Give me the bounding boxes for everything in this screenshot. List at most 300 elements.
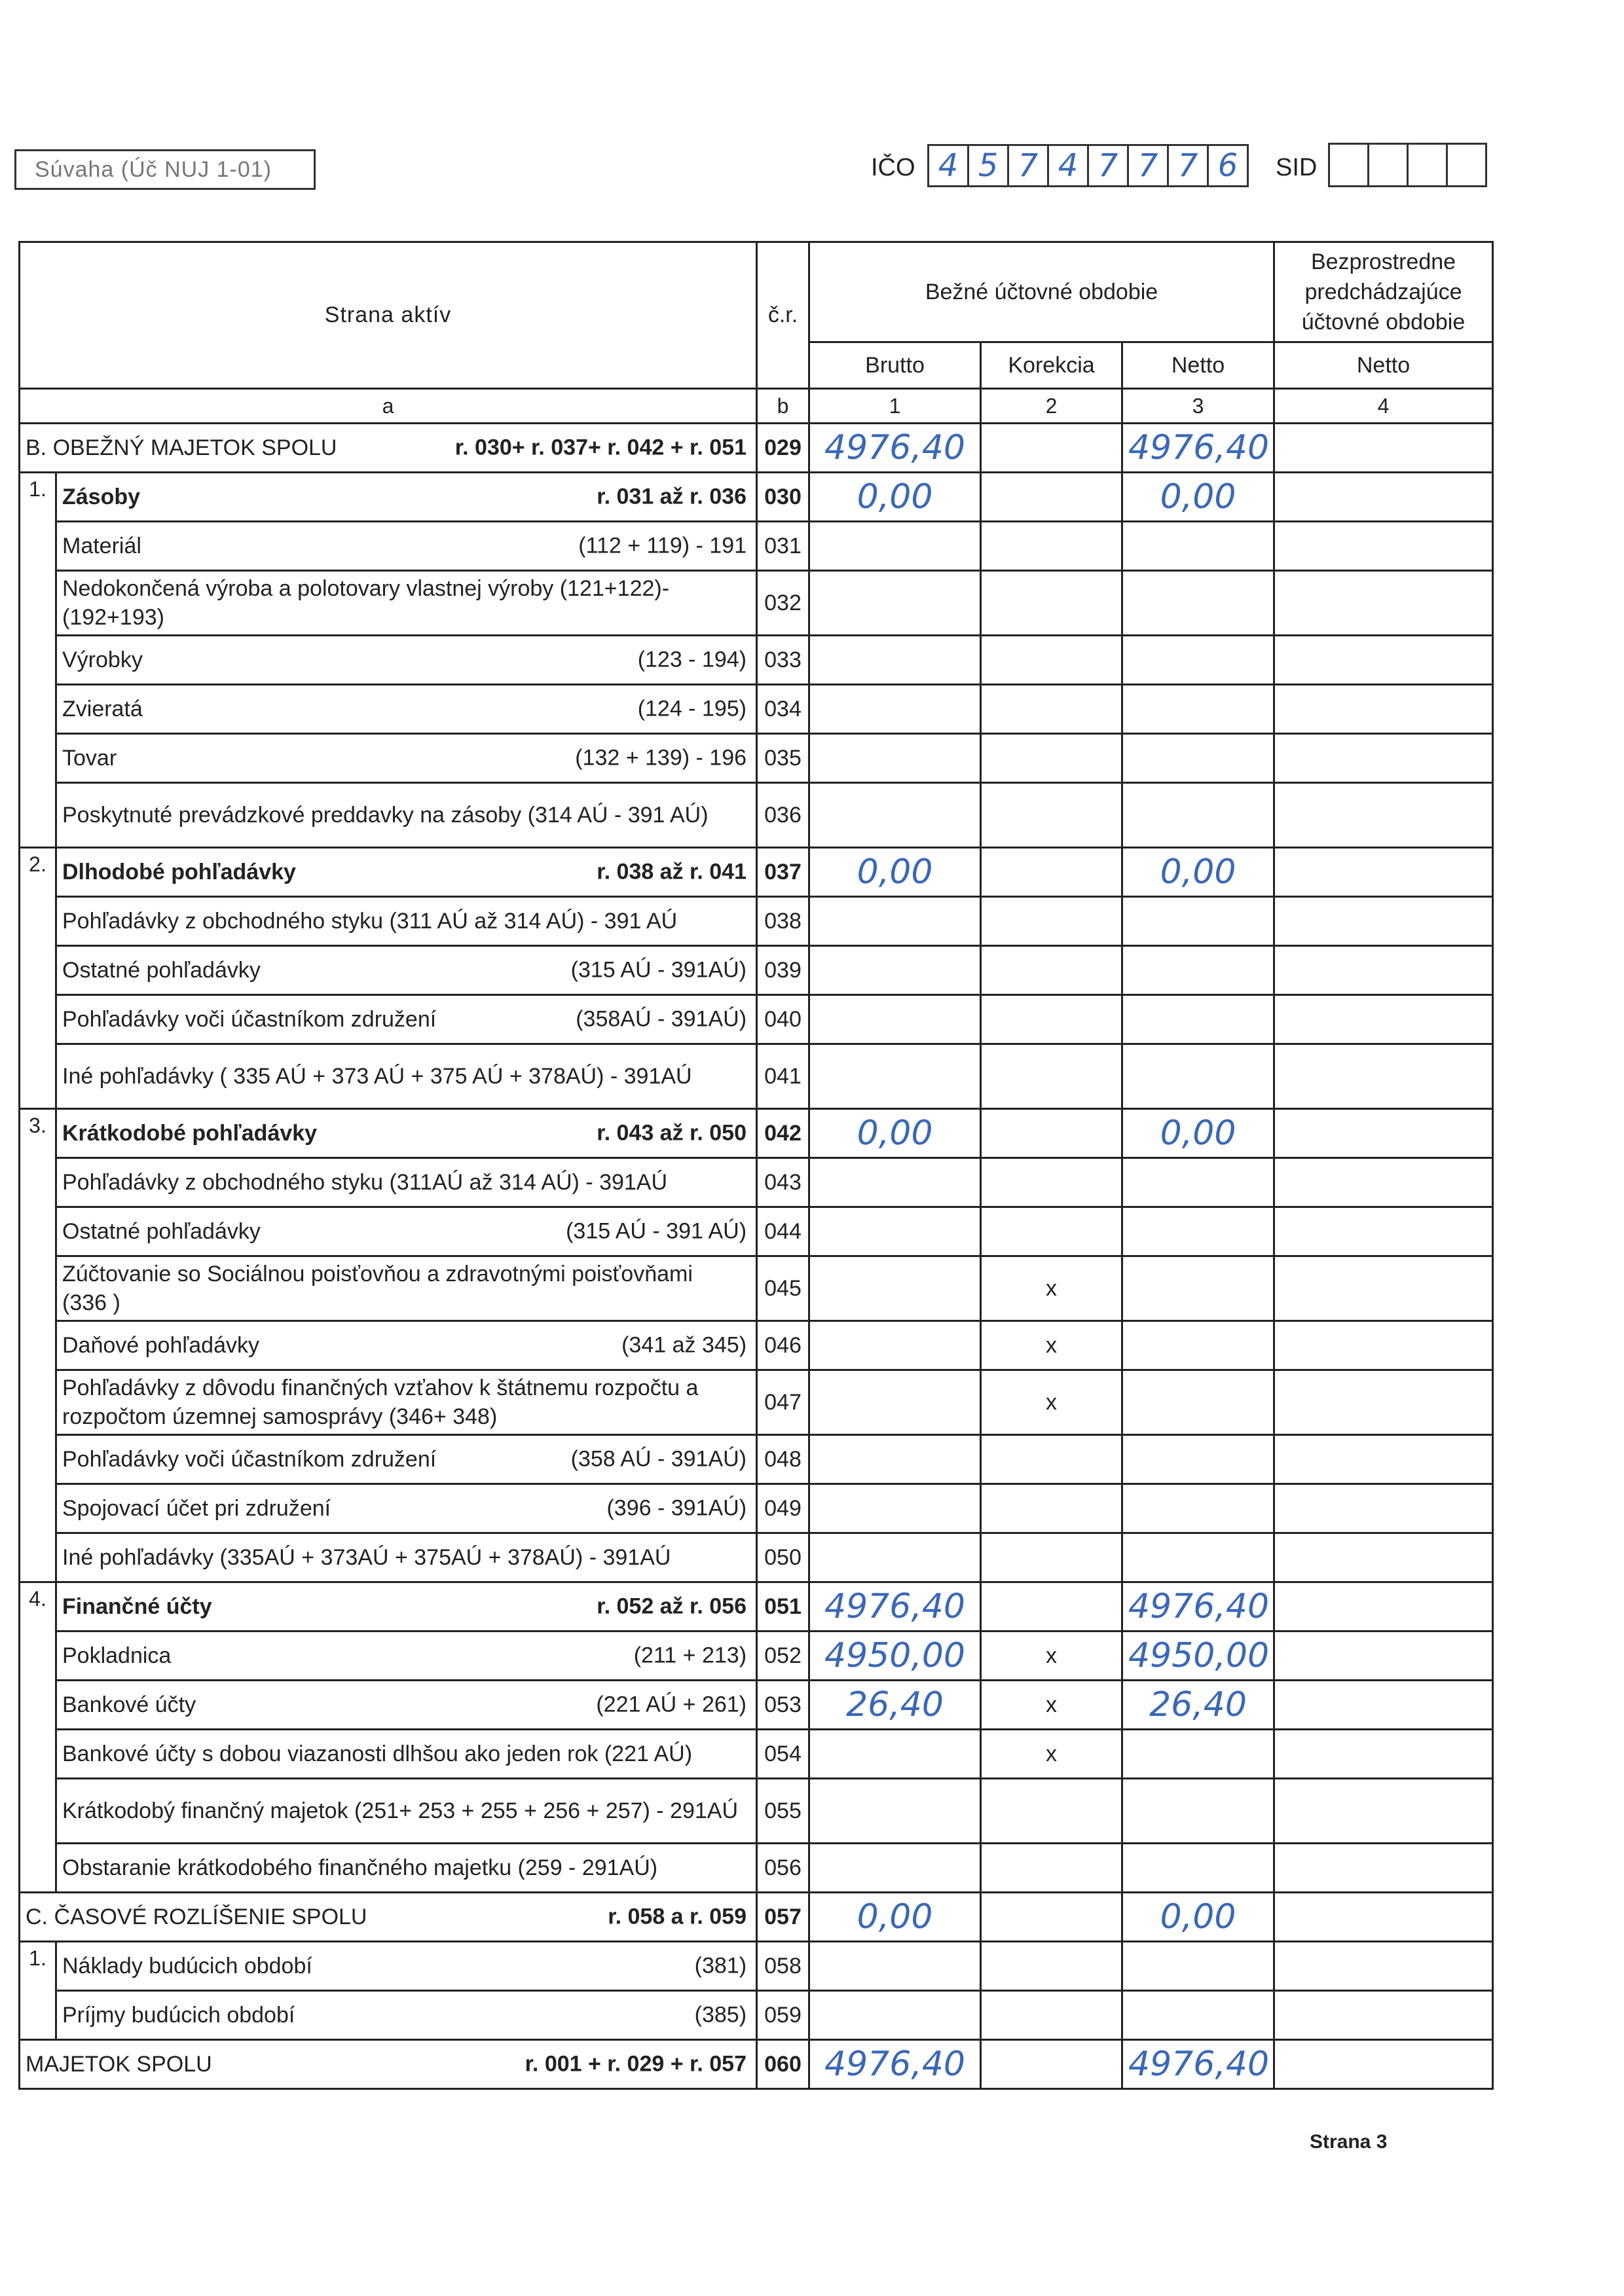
netto-prev-cell xyxy=(1274,1779,1493,1844)
row-label xyxy=(56,995,757,1044)
table-row xyxy=(20,1256,1493,1321)
brutto-cell: 4976,40 xyxy=(809,1582,981,1631)
row-label xyxy=(56,1779,757,1844)
korekcia-cell xyxy=(981,897,1122,946)
row-account-codes: r. 030+ r. 037+ r. 042 + r. 051 xyxy=(454,435,747,460)
netto-prev-cell xyxy=(1274,897,1493,946)
korekcia-cell xyxy=(981,946,1122,995)
korekcia-cell xyxy=(981,1991,1122,2040)
table-row xyxy=(20,1484,1493,1533)
row-label-text: Tovar xyxy=(62,745,117,771)
netto-cell xyxy=(1122,571,1274,636)
row-label-text: Obstaranie krátkodobého finančného majetku (259 - 291AÚ) xyxy=(62,1855,658,1880)
row-number: 040 xyxy=(757,995,809,1044)
row-number: 056 xyxy=(757,1844,809,1893)
row-number: 043 xyxy=(757,1158,809,1207)
header-korekcia: Korekcia xyxy=(981,342,1122,389)
netto-cell: 0,00 xyxy=(1122,1109,1274,1158)
netto-cell: 26,40 xyxy=(1122,1681,1274,1730)
row-number: 035 xyxy=(757,734,809,783)
table-row xyxy=(20,1942,1493,1991)
korekcia-cell xyxy=(981,848,1122,897)
row-label xyxy=(56,473,757,522)
table-row xyxy=(20,946,1493,995)
netto-cell xyxy=(1122,1730,1274,1779)
netto-cell xyxy=(1122,1779,1274,1844)
row-account-codes: r. 058 a r. 059 xyxy=(608,1904,747,1929)
row-account-codes: (358 AÚ - 391AÚ) xyxy=(570,1446,747,1472)
row-number: 030 xyxy=(757,473,809,522)
table-row xyxy=(20,1893,1493,1942)
row-label-text: Ostatné pohľadávky xyxy=(62,1218,261,1244)
sid-box xyxy=(1448,145,1485,185)
brutto-cell xyxy=(809,1207,981,1256)
korekcia-cell xyxy=(981,571,1122,636)
row-label-text: Pohľadávky voči účastníkom združení xyxy=(62,1446,437,1472)
korekcia-cell: x xyxy=(981,1370,1122,1435)
brutto-cell xyxy=(809,1730,981,1779)
brutto-cell: 4976,40 xyxy=(809,2040,981,2089)
row-label xyxy=(56,636,757,685)
row-label-text: Pokladnica xyxy=(62,1643,172,1668)
row-number: 036 xyxy=(757,783,809,848)
row-label-text: Zvieratá xyxy=(62,696,143,721)
korekcia-cell xyxy=(981,1109,1122,1158)
netto-prev-cell xyxy=(1274,1730,1493,1779)
row-label xyxy=(56,1044,757,1109)
ico-digit: 7 xyxy=(1129,146,1169,185)
row-account-codes: (385) xyxy=(694,2002,747,2028)
ico-digit: 4 xyxy=(1049,146,1089,185)
ico-boxes xyxy=(927,144,1249,187)
row-label-text: Príjmy budúcich období xyxy=(62,2002,295,2028)
netto-cell xyxy=(1122,1942,1274,1991)
netto-cell xyxy=(1122,1321,1274,1370)
netto-prev-cell xyxy=(1274,1681,1493,1730)
row-account-codes: (396 - 391AÚ) xyxy=(606,1495,747,1521)
korekcia-cell xyxy=(981,1893,1122,1942)
table-row xyxy=(20,424,1493,473)
row-account-codes: (132 + 139) - 196 xyxy=(575,745,747,771)
row-account-codes: (381) xyxy=(694,1953,747,1978)
col-label-b: b xyxy=(757,389,809,424)
table-row xyxy=(20,1533,1493,1582)
col-label-2: 2 xyxy=(981,389,1122,424)
row-account-codes: (112 + 119) - 191 xyxy=(578,533,747,558)
netto-cell xyxy=(1122,685,1274,734)
row-label xyxy=(56,1321,757,1370)
row-label xyxy=(56,1631,757,1681)
korekcia-cell xyxy=(981,1533,1122,1582)
ico-digit: 7 xyxy=(1089,146,1129,185)
table-row xyxy=(20,685,1493,734)
row-account-codes: (315 AÚ - 391AÚ) xyxy=(570,957,747,983)
row-label xyxy=(56,1109,757,1158)
row-account-codes: r. 031 až r. 036 xyxy=(597,484,747,509)
row-label xyxy=(20,1893,757,1942)
brutto-cell xyxy=(809,1844,981,1893)
row-label-text: Pohľadávky voči účastníkom združení xyxy=(62,1006,437,1032)
table-row xyxy=(20,1991,1493,2040)
row-label-text: Spojovací účet pri združení xyxy=(62,1495,331,1521)
netto-prev-cell xyxy=(1274,1533,1493,1582)
table-row xyxy=(20,1109,1493,1158)
table-row xyxy=(20,1582,1493,1631)
netto-prev-cell xyxy=(1274,1942,1493,1991)
row-number: 059 xyxy=(757,1991,809,2040)
row-number: 047 xyxy=(757,1370,809,1435)
header-strana-aktiv: Strana aktív xyxy=(20,242,757,389)
section-number: 1. xyxy=(20,473,56,848)
table-row xyxy=(20,1321,1493,1370)
row-label-text: Výrobky xyxy=(62,647,143,672)
row-label-text: B. OBEŽNÝ MAJETOK SPOLU xyxy=(26,435,337,460)
row-label-text: Bankové účty s dobou viazanosti dlhšou ako jeden rok (221 AÚ) xyxy=(62,1741,693,1766)
row-number: 054 xyxy=(757,1730,809,1779)
netto-prev-cell xyxy=(1274,1207,1493,1256)
row-account-codes: (341 až 345) xyxy=(621,1332,747,1358)
netto-cell xyxy=(1122,995,1274,1044)
section-number: 3. xyxy=(20,1109,56,1582)
netto-cell xyxy=(1122,1484,1274,1533)
korekcia-cell: x xyxy=(981,1321,1122,1370)
row-label xyxy=(56,1991,757,2040)
row-number: 031 xyxy=(757,522,809,571)
row-number: 057 xyxy=(757,1893,809,1942)
row-label xyxy=(56,571,757,636)
netto-prev-cell xyxy=(1274,2040,1493,2089)
table-row xyxy=(20,1844,1493,1893)
row-label xyxy=(56,1942,757,1991)
row-account-codes: (123 - 194) xyxy=(637,647,747,672)
row-label-text: Pohľadávky z obchodného styku (311AÚ až 314 AÚ) - 391AÚ xyxy=(62,1170,668,1195)
netto-cell xyxy=(1122,1435,1274,1484)
section-number: 4. xyxy=(20,1582,56,1893)
brutto-cell xyxy=(809,783,981,848)
brutto-cell xyxy=(809,897,981,946)
header-netto-prev: Netto xyxy=(1274,342,1493,389)
brutto-cell xyxy=(809,571,981,636)
balance-sheet-table xyxy=(18,241,1494,2090)
table-row xyxy=(20,1681,1493,1730)
table-row xyxy=(20,1044,1493,1109)
netto-cell xyxy=(1122,1207,1274,1256)
ico-digit: 5 xyxy=(969,146,1009,185)
row-number: 046 xyxy=(757,1321,809,1370)
netto-prev-cell xyxy=(1274,1256,1493,1321)
netto-cell xyxy=(1122,1991,1274,2040)
netto-cell xyxy=(1122,734,1274,783)
netto-prev-cell xyxy=(1274,995,1493,1044)
row-account-codes: r. 038 až r. 041 xyxy=(597,859,747,884)
netto-cell: 4950,00 xyxy=(1122,1631,1274,1681)
netto-prev-cell xyxy=(1274,1109,1493,1158)
table-row xyxy=(20,1435,1493,1484)
row-number: 042 xyxy=(757,1109,809,1158)
row-label-text: Ostatné pohľadávky xyxy=(62,957,261,983)
sid-boxes xyxy=(1328,143,1487,187)
col-label-a: a xyxy=(20,389,757,424)
header-brutto: Brutto xyxy=(809,342,981,389)
row-number: 052 xyxy=(757,1631,809,1681)
netto-cell xyxy=(1122,1256,1274,1321)
brutto-cell xyxy=(809,1256,981,1321)
row-label xyxy=(56,1370,757,1435)
row-number: 051 xyxy=(757,1582,809,1631)
korekcia-cell xyxy=(981,995,1122,1044)
row-label-text: Náklady budúcich období xyxy=(62,1953,312,1978)
sid-box xyxy=(1409,145,1448,185)
netto-prev-cell xyxy=(1274,1631,1493,1681)
brutto-cell xyxy=(809,1942,981,1991)
korekcia-cell: x xyxy=(981,1256,1122,1321)
netto-prev-cell xyxy=(1274,522,1493,571)
row-account-codes: (211 + 213) xyxy=(633,1643,747,1668)
row-label-text: Zúčtovanie so Sociálnou poisťovňou a zdravotnými poisťovňami (336 ) xyxy=(62,1262,693,1315)
row-account-codes: r. 001 + r. 029 + r. 057 xyxy=(525,2051,747,2077)
netto-cell: 4976,40 xyxy=(1122,1582,1274,1631)
table-row xyxy=(20,1207,1493,1256)
netto-prev-cell xyxy=(1274,1158,1493,1207)
row-label xyxy=(56,1844,757,1893)
row-number: 034 xyxy=(757,685,809,734)
ico-digit: 6 xyxy=(1217,147,1238,184)
netto-prev-cell xyxy=(1274,1484,1493,1533)
brutto-cell xyxy=(809,1991,981,2040)
korekcia-cell xyxy=(981,1582,1122,1631)
netto-prev-cell xyxy=(1274,1991,1493,2040)
table-row xyxy=(20,734,1493,783)
korekcia-cell xyxy=(981,685,1122,734)
brutto-cell xyxy=(809,636,981,685)
netto-cell xyxy=(1122,1370,1274,1435)
row-label-text: Iné pohľadávky ( 335 AÚ + 373 AÚ + 375 AÚ + 378AÚ) - 391AÚ xyxy=(62,1064,692,1089)
row-number: 038 xyxy=(757,897,809,946)
table-row xyxy=(20,522,1493,571)
table-row xyxy=(20,1370,1493,1435)
netto-prev-cell xyxy=(1274,1582,1493,1631)
netto-prev-cell xyxy=(1274,1893,1493,1942)
row-number: 029 xyxy=(757,424,809,473)
table-row xyxy=(20,571,1493,636)
netto-cell: 0,00 xyxy=(1122,473,1274,522)
brutto-cell xyxy=(809,1435,981,1484)
row-label xyxy=(56,1435,757,1484)
brutto-cell xyxy=(809,685,981,734)
korekcia-cell xyxy=(981,1207,1122,1256)
table-row xyxy=(20,473,1493,522)
korekcia-cell xyxy=(981,734,1122,783)
row-number: 039 xyxy=(757,946,809,995)
brutto-cell xyxy=(809,1044,981,1109)
col-label-3: 3 xyxy=(1122,389,1274,424)
brutto-cell: 4976,40 xyxy=(809,424,981,473)
row-number: 055 xyxy=(757,1779,809,1844)
form-identifier: Súvaha (Úč NUJ 1-01) xyxy=(14,149,316,190)
row-number: 041 xyxy=(757,1044,809,1109)
row-label xyxy=(20,424,757,473)
netto-cell xyxy=(1122,1533,1274,1582)
korekcia-cell xyxy=(981,1779,1122,1844)
korekcia-cell xyxy=(981,1844,1122,1893)
netto-prev-cell xyxy=(1274,1435,1493,1484)
row-label-text: Nedokončená výroba a polotovary vlastnej výroby (121+122)-(192+193) xyxy=(62,576,670,630)
netto-cell: 4976,40 xyxy=(1122,424,1274,473)
korekcia-cell xyxy=(981,1435,1122,1484)
korekcia-cell: x xyxy=(981,1730,1122,1779)
korekcia-cell xyxy=(981,2040,1122,2089)
netto-prev-cell xyxy=(1274,783,1493,848)
row-label xyxy=(56,783,757,848)
row-label xyxy=(56,1730,757,1779)
row-number: 044 xyxy=(757,1207,809,1256)
row-account-codes: (124 - 195) xyxy=(637,696,747,721)
row-label xyxy=(56,1158,757,1207)
row-label-text: Iné pohľadávky (335AÚ + 373AÚ + 375AÚ + 378AÚ) - 391AÚ xyxy=(62,1545,671,1570)
netto-cell xyxy=(1122,1844,1274,1893)
row-label-text: Pohľadávky z obchodného styku (311 AÚ až 314 AÚ) - 391 AÚ xyxy=(62,909,678,934)
netto-prev-cell xyxy=(1274,636,1493,685)
row-number: 032 xyxy=(757,571,809,636)
row-account-codes: (221 AÚ + 261) xyxy=(596,1692,747,1717)
row-label xyxy=(56,1582,757,1631)
korekcia-cell: x xyxy=(981,1681,1122,1730)
row-label-text: Dlhodobé pohľadávky xyxy=(62,859,296,884)
col-label-4: 4 xyxy=(1274,389,1493,424)
korekcia-cell xyxy=(981,636,1122,685)
row-number: 053 xyxy=(757,1681,809,1730)
netto-cell xyxy=(1122,636,1274,685)
ico-label: IČO xyxy=(871,154,915,181)
row-label-text: Materiál xyxy=(62,533,141,558)
row-account-codes: r. 043 až r. 050 xyxy=(597,1120,747,1146)
row-account-codes: (358AÚ - 391AÚ) xyxy=(576,1006,747,1032)
row-label-text: Daňové pohľadávky xyxy=(62,1332,260,1358)
korekcia-cell xyxy=(981,1044,1122,1109)
table-row xyxy=(20,783,1493,848)
sid-box xyxy=(1330,145,1369,185)
korekcia-cell: x xyxy=(981,1631,1122,1681)
row-number: 049 xyxy=(757,1484,809,1533)
table-row xyxy=(20,636,1493,685)
header-predchadzajuce-obdobie: Bezprostredne predchádzajúce účtovné obdobie xyxy=(1274,242,1493,342)
row-number: 037 xyxy=(757,848,809,897)
row-label-text: Pohľadávky z dôvodu finančných vzťahov k štátnemu rozpočtu a rozpočtom územnej samosprávy (346+ 348) xyxy=(62,1376,699,1429)
table-row xyxy=(20,1631,1493,1681)
row-label-text: MAJETOK SPOLU xyxy=(26,2051,212,2077)
header-cr: č.r. xyxy=(757,242,809,389)
ico-digit: 4 xyxy=(929,146,969,185)
netto-prev-cell xyxy=(1274,734,1493,783)
netto-prev-cell xyxy=(1274,946,1493,995)
row-label-text: Zásoby xyxy=(62,484,141,509)
netto-cell: 0,00 xyxy=(1122,848,1274,897)
table-row xyxy=(20,1730,1493,1779)
table-row xyxy=(20,1779,1493,1844)
row-number: 060 xyxy=(757,2040,809,2089)
row-account-codes: (315 AÚ - 391 AÚ) xyxy=(566,1218,747,1244)
brutto-cell xyxy=(809,1779,981,1844)
brutto-cell xyxy=(809,1484,981,1533)
korekcia-cell xyxy=(981,522,1122,571)
brutto-cell xyxy=(809,1533,981,1582)
table-body xyxy=(20,424,1493,2089)
brutto-cell: 4950,00 xyxy=(809,1631,981,1681)
table-row xyxy=(20,2040,1493,2089)
row-label-text: C. ČASOVÉ ROZLÍŠENIE SPOLU xyxy=(26,1904,367,1929)
table-row xyxy=(20,1158,1493,1207)
netto-prev-cell xyxy=(1274,473,1493,522)
korekcia-cell xyxy=(981,1158,1122,1207)
netto-prev-cell xyxy=(1274,424,1493,473)
header-netto: Netto xyxy=(1122,342,1274,389)
netto-cell xyxy=(1122,1158,1274,1207)
brutto-cell: 0,00 xyxy=(809,1109,981,1158)
korekcia-cell xyxy=(981,1484,1122,1533)
header-bezne-obdobie: Bežné účtovné obdobie xyxy=(809,242,1274,342)
row-label xyxy=(56,522,757,571)
sid-box xyxy=(1369,145,1409,185)
row-label-text: Krátkodobý finančný majetok (251+ 253 + 255 + 256 + 257) - 291AÚ xyxy=(62,1798,739,1823)
row-account-codes: r. 052 až r. 056 xyxy=(597,1594,747,1619)
netto-cell xyxy=(1122,522,1274,571)
brutto-cell xyxy=(809,1321,981,1370)
row-label xyxy=(56,1681,757,1730)
brutto-cell xyxy=(809,1158,981,1207)
netto-cell: 0,00 xyxy=(1122,1893,1274,1942)
table-row xyxy=(20,995,1493,1044)
row-label xyxy=(56,1533,757,1582)
korekcia-cell xyxy=(981,424,1122,473)
row-label xyxy=(56,734,757,783)
row-label xyxy=(56,1256,757,1321)
row-label xyxy=(56,1484,757,1533)
brutto-cell: 0,00 xyxy=(809,473,981,522)
row-label-text: Poskytnuté prevádzkové preddavky na zásoby (314 AÚ - 391 AÚ) xyxy=(62,803,709,828)
brutto-cell xyxy=(809,946,981,995)
brutto-cell: 26,40 xyxy=(809,1681,981,1730)
row-number: 045 xyxy=(757,1256,809,1321)
netto-prev-cell xyxy=(1274,1370,1493,1435)
page-number: Strana 3 xyxy=(1310,2131,1388,2153)
row-label-text: Bankové účty xyxy=(62,1692,196,1717)
brutto-cell: 0,00 xyxy=(809,1893,981,1942)
brutto-cell xyxy=(809,1370,981,1435)
row-label-text: Krátkodobé pohľadávky xyxy=(62,1120,318,1146)
table-row xyxy=(20,848,1493,897)
row-label xyxy=(56,685,757,734)
row-number: 033 xyxy=(757,636,809,685)
row-number: 058 xyxy=(757,1942,809,1991)
section-number: 2. xyxy=(20,848,56,1109)
sid-label: SID xyxy=(1276,154,1318,181)
netto-prev-cell xyxy=(1274,848,1493,897)
brutto-cell: 0,00 xyxy=(809,848,981,897)
brutto-cell xyxy=(809,995,981,1044)
brutto-cell xyxy=(809,522,981,571)
row-label xyxy=(56,1207,757,1256)
table-row xyxy=(20,897,1493,946)
ico-digit: 7 xyxy=(1169,146,1209,185)
netto-prev-cell xyxy=(1274,1844,1493,1893)
ico-digit: 7 xyxy=(1009,146,1049,185)
section-number: 1. xyxy=(20,1942,56,2040)
row-label xyxy=(56,897,757,946)
netto-cell xyxy=(1122,946,1274,995)
brutto-cell xyxy=(809,734,981,783)
korekcia-cell xyxy=(981,1942,1122,1991)
netto-cell xyxy=(1122,897,1274,946)
